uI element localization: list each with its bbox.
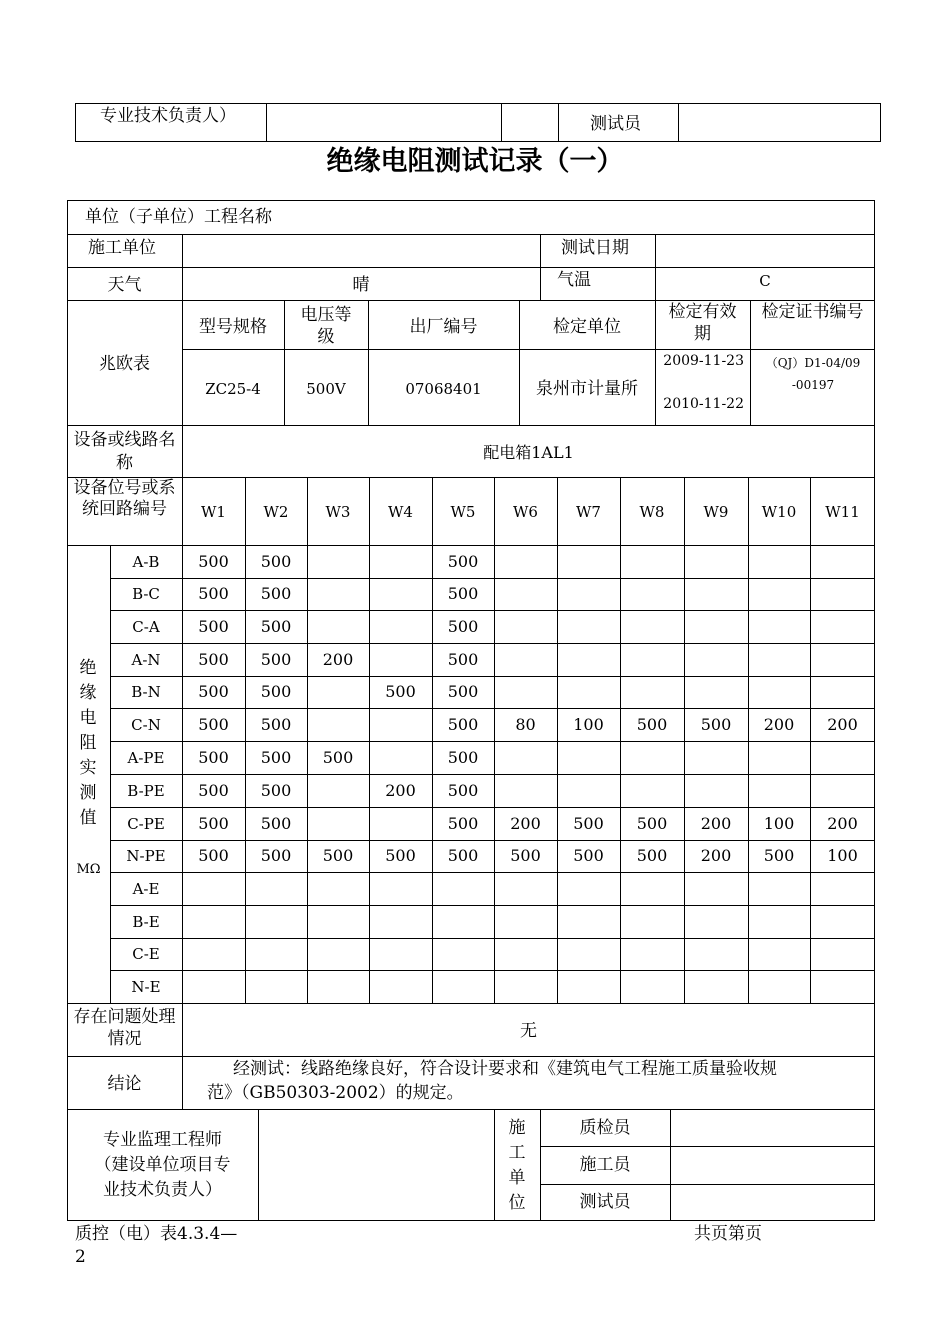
measurement-cell: 500 — [447, 814, 479, 833]
circuit-header-label-text: 设备位号或系统回路编号 — [73, 478, 176, 519]
measurement-cell: 500 — [198, 715, 229, 734]
measurement-cell: 500 — [260, 846, 292, 865]
measurement-cell: 200 — [700, 846, 732, 865]
measurement-cell: 500 — [260, 715, 292, 734]
measurement-cell: 500 — [447, 650, 479, 669]
meter-header-validity-text: 检定有效期 — [668, 302, 737, 344]
phase-label: B-C — [132, 585, 160, 603]
measurement-cell: 500 — [447, 846, 479, 865]
constructor-label: 施工员 — [579, 1155, 631, 1175]
measurement-cell: 500 — [198, 814, 229, 833]
temperature-value: C — [759, 272, 771, 290]
measurement-cell: 500 — [447, 617, 479, 636]
megohmmeter-label: 兆欧表 — [99, 354, 150, 374]
meter-serial: 07068401 — [405, 380, 482, 398]
page-count: 共页第页 — [694, 1224, 762, 1244]
equipment-label — [67, 429, 182, 475]
form-number-line1: 质控（电）表4.3.4— — [75, 1224, 238, 1244]
measurement-cell: 500 — [385, 846, 416, 865]
measurement-cell: 500 — [636, 715, 668, 734]
measurement-cell: 500 — [260, 781, 292, 800]
issues-value: 无 — [520, 1021, 537, 1041]
phase-label: A-B — [132, 553, 160, 571]
measurement-side-label: 绝缘电阻实测值 — [79, 658, 97, 828]
measurement-cell: 500 — [447, 781, 479, 800]
measurement-cell: 500 — [447, 748, 479, 767]
measurement-cell: 500 — [198, 584, 229, 603]
measurement-cell: 500 — [198, 846, 229, 865]
measurement-cell: 200 — [763, 715, 795, 734]
project-name-label: 单位（子单位）工程名称 — [85, 207, 272, 227]
phase-label: N-PE — [126, 847, 166, 865]
measurement-cell: 500 — [763, 846, 795, 865]
circuit-W7: W7 — [576, 503, 601, 521]
measurement-cell: 500 — [260, 617, 292, 636]
issues-label — [67, 1006, 182, 1050]
circuit-W5: W5 — [450, 503, 476, 521]
measurement-cell: 80 — [515, 715, 536, 734]
measurement-cell: 500 — [322, 846, 354, 865]
circuit-W1: W1 — [201, 503, 226, 521]
form-number-line2: 2 — [75, 1247, 86, 1267]
measurement-cell: 500 — [510, 846, 541, 865]
top-strip-tester-label: 测试员 — [590, 114, 641, 134]
measurement-cell: 500 — [260, 682, 292, 701]
meter-valid-to-clip — [662, 395, 744, 424]
measurement-cell: 500 — [573, 814, 604, 833]
meter-valid-to: 2010-11-22 — [663, 396, 744, 412]
measurement-cell: 500 — [260, 814, 292, 833]
measurement-unit: MΩ — [76, 862, 101, 877]
meter-header-verifier: 检定单位 — [553, 317, 621, 337]
phase-label: B-E — [132, 913, 160, 931]
test-date-label: 测试日期 — [561, 238, 629, 258]
meter-header-certificate-text: 检定证书编号 — [761, 302, 864, 322]
measurement-cell: 200 — [510, 814, 541, 833]
circuit-W11: W11 — [825, 503, 860, 521]
meter-header-voltage-text: 电压等级 — [300, 305, 352, 347]
measurement-cell: 500 — [636, 846, 668, 865]
phase-label: C-N — [131, 716, 161, 734]
meter-header-voltage — [284, 304, 368, 348]
measurement-cell: 500 — [447, 715, 479, 734]
measurement-cell: 500 — [322, 748, 354, 767]
supervisor-line1: 专业监理工程师 — [103, 1130, 222, 1150]
phase-label: A-N — [131, 651, 161, 669]
measurement-cell: 200 — [827, 814, 858, 833]
phase-label: B-PE — [127, 782, 165, 800]
conclusion-line1: 经测试：线路绝缘良好，符合设计要求和《建筑电气工程施工质量验收规 — [233, 1059, 777, 1079]
measurement-cell: 500 — [447, 682, 479, 701]
measurement-cell: 500 — [447, 552, 479, 571]
circuit-W10: W10 — [761, 503, 797, 521]
meter-header-certificate — [750, 301, 875, 323]
measurement-cell: 500 — [260, 650, 292, 669]
measurement-cell: 200 — [385, 781, 416, 800]
measurement-cell: 500 — [198, 552, 229, 571]
measurement-cell: 500 — [447, 584, 479, 603]
measurement-cell: 200 — [322, 650, 354, 669]
conclusion-label: 结论 — [107, 1074, 142, 1094]
circuit-W2: W2 — [263, 503, 289, 521]
measurement-cell: 500 — [573, 846, 604, 865]
measurement-cell: 200 — [700, 814, 732, 833]
supervisor-line3: 业技术负责人） — [103, 1180, 222, 1200]
meter-verifier: 泉州市计量所 — [536, 379, 638, 399]
phase-label: N-E — [131, 978, 161, 996]
measurement-cell: 500 — [198, 748, 229, 767]
meter-header-model: 型号规格 — [199, 317, 267, 337]
measurement-cell: 200 — [827, 715, 858, 734]
measurement-cell: 100 — [573, 715, 604, 734]
circuit-header-label — [67, 478, 182, 520]
phase-label: B-N — [131, 683, 161, 701]
circuit-W9: W9 — [703, 503, 729, 521]
meter-valid-from: 2009-11-23 — [663, 353, 744, 369]
circuit-W3: W3 — [325, 503, 351, 521]
measurement-cell: 500 — [260, 552, 292, 571]
contractor-unit-label: 施工单位 — [508, 1118, 526, 1213]
meter-header-validity — [655, 301, 750, 345]
circuit-W8: W8 — [639, 503, 665, 521]
phase-label: C-E — [132, 945, 160, 963]
measurement-cell: 500 — [260, 584, 292, 603]
measurement-cell: 500 — [198, 617, 229, 636]
meter-voltage: 500V — [306, 380, 346, 398]
quality-inspector-label: 质检员 — [579, 1118, 631, 1138]
measurement-cell: 100 — [827, 846, 858, 865]
supervisor-line2: （建设单位项目专 — [94, 1155, 231, 1175]
phase-label: A-E — [132, 880, 160, 898]
meter-header-serial: 出厂编号 — [409, 317, 478, 337]
circuit-W4: W4 — [388, 503, 413, 521]
meter-model: ZC25-4 — [205, 380, 261, 398]
weather-value: 晴 — [352, 275, 370, 295]
page-title: 绝缘电阻测试记录（一） — [326, 146, 624, 177]
measurement-cell: 500 — [198, 781, 229, 800]
phase-label: C-PE — [127, 815, 165, 833]
meter-certificate: （QJ）D1-04/09-00197 — [765, 356, 861, 392]
equipment-label-text: 设备或线路名称 — [73, 430, 176, 473]
temperature-label: 气温 — [557, 270, 591, 290]
measurement-cell: 500 — [198, 650, 229, 669]
measurement-cell: 100 — [763, 814, 795, 833]
conclusion-line2: 范》（GB50303-2002）的规定。 — [207, 1083, 464, 1103]
measurement-cell: 500 — [198, 682, 229, 701]
measurement-cell: 500 — [260, 748, 292, 767]
top-strip-responsible-label: 专业技术负责人） — [100, 106, 236, 126]
phase-label: C-A — [132, 618, 160, 636]
circuit-W6: W6 — [513, 503, 538, 521]
tester-label: 测试员 — [579, 1192, 631, 1212]
phase-label: A-PE — [127, 749, 165, 767]
issues-label-text: 存在问题处理情况 — [73, 1007, 176, 1049]
equipment-value: 配电箱1AL1 — [483, 443, 574, 462]
measurement-cell: 500 — [385, 682, 416, 701]
measurement-cell: 500 — [700, 715, 732, 734]
contractor-label: 施工单位 — [88, 238, 156, 258]
measurement-cell: 500 — [636, 814, 668, 833]
weather-label: 天气 — [107, 275, 142, 295]
